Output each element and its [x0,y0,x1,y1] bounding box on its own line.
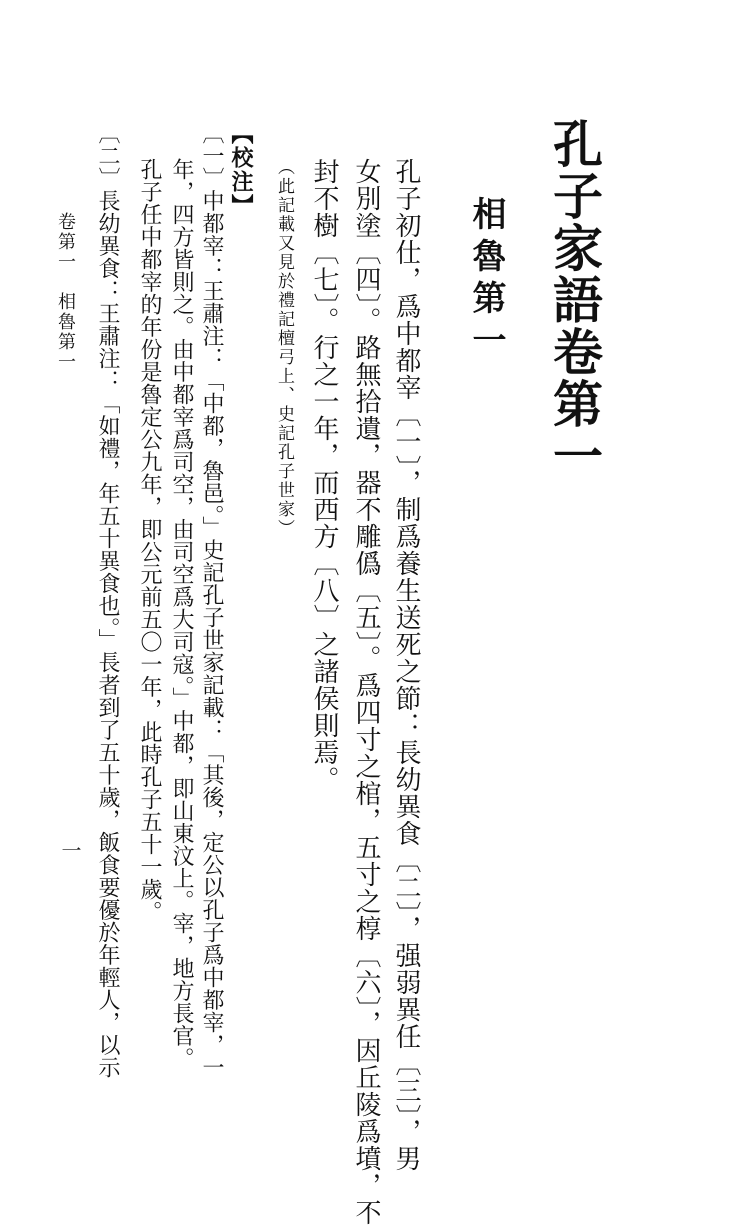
body-line-3: 封不樹〔七〕。行之一年，而西方〔八〕之諸侯則焉。 [309,158,339,793]
running-footer: 卷第一 相魯第一 [55,212,76,372]
book-title: 孔子家語卷第一 [545,118,604,482]
annotations-heading: 【校注】 [228,122,254,218]
annotation-line-3: 孔子任中都宰的年份是魯定公九年，即公元前五〇一年，此時孔子五十一歲。 [137,158,162,923]
annotation-line-4: 〔二〕長幼異食：王肅注：「如禮，年五十異食也。」長者到了五十歲，飯食要優於年輕人，以示 [95,122,120,1079]
chapter-title: 相魯第一 [466,196,506,364]
page-number: 一 [58,840,82,860]
annotation-line-2: 年，四方皆則之。由中都宰爲司空，由司空爲大司寇。」中都，即山東汶上。宰，地方長官。 [169,158,194,1070]
body-line-2: 女別塗〔四〕。路無拾遺，器不雕僞〔五〕。爲四寸之棺，五寸之椁〔六〕，因丘陵爲墳，不 [351,158,381,1226]
source-reference-note: （此記載又見於禮記檀弓上、史記孔子世家） [274,158,294,538]
annotation-line-1: 〔一〕中都宰：王肅注：「中都，魯邑。」史記孔子世家記載：「其後，定公以孔子爲中都宰，一 [199,122,224,1079]
body-line-1: 孔子初仕，爲中都宰〔一〕，制爲養生送死之節：長幼異食〔二〕，强弱異任〔三〕，男 [391,158,421,1172]
